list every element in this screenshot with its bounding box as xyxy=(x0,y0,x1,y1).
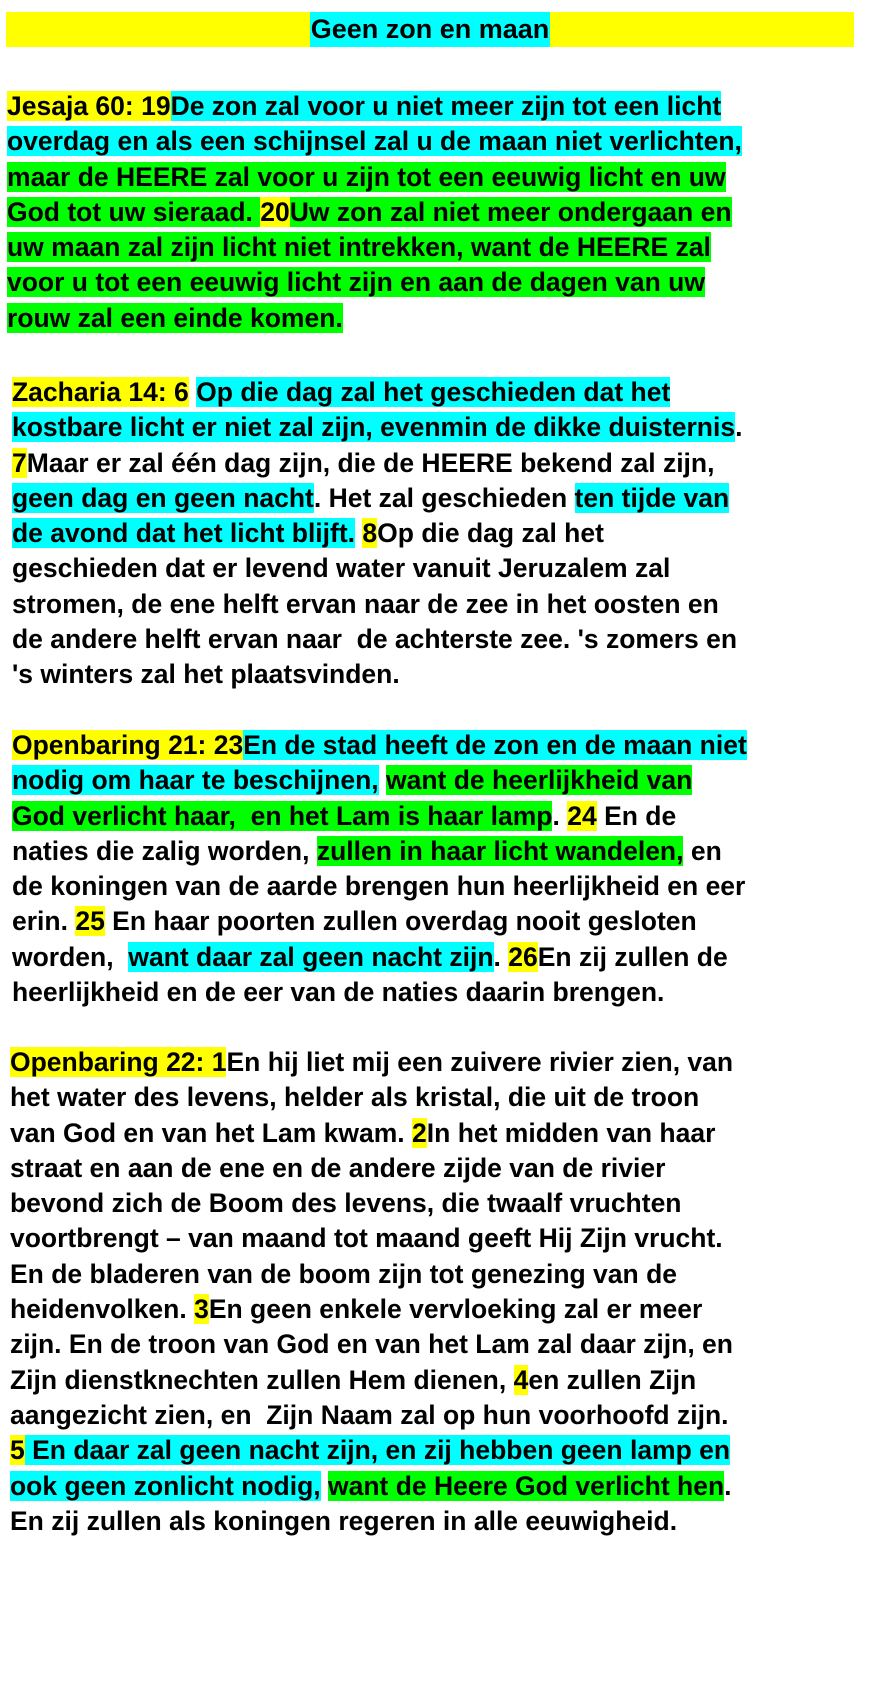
text-segment: voor u tot een eeuwig licht zijn en aan de dagen van uw xyxy=(7,267,705,298)
verse-reference: 5 xyxy=(10,1435,25,1466)
text-segment: . xyxy=(735,412,743,443)
text-segment: want de heerlijkheid van xyxy=(386,765,693,796)
text-line xyxy=(10,1433,733,1468)
verse-reference: 4 xyxy=(513,1364,529,1395)
text-segment: En haar poorten zullen overdag nooit gesloten xyxy=(104,906,697,937)
text-segment: rouw zal een einde komen. xyxy=(7,302,343,333)
text-line xyxy=(10,1398,733,1433)
text-line xyxy=(12,375,742,410)
text-line xyxy=(7,160,742,195)
text-segment: het water des levens, helder als kristal, die uit de troon xyxy=(10,1082,700,1113)
verse-reference: Openbaring 22: 1 xyxy=(10,1047,227,1077)
text-line xyxy=(12,904,747,939)
text-line xyxy=(12,516,742,551)
text-segment: zullen in haar licht wandelen, xyxy=(316,835,684,866)
text-line xyxy=(12,728,747,763)
text-segment xyxy=(321,1471,328,1501)
text-line xyxy=(7,89,742,124)
text-line xyxy=(12,410,742,445)
text-segment: overdag en als een schijnsel zal u de maan niet verlichten, xyxy=(7,126,742,157)
text-line xyxy=(12,799,747,834)
text-segment: erin. xyxy=(12,906,76,937)
text-segment: uw maan zal zijn licht niet intrekken, want de HEERE zal xyxy=(7,232,711,263)
text-line xyxy=(7,195,742,230)
verse-reference: 25 xyxy=(75,906,105,937)
text-segment: maar de HEERE zal voor u zijn tot een eeuwig licht en uw xyxy=(7,161,726,192)
text-line xyxy=(10,1116,733,1151)
text-segment: geen dag en geen nacht xyxy=(12,482,314,513)
text-segment: de koningen van de aarde brengen hun heerlijkheid en eer xyxy=(12,871,746,902)
text-segment: kostbare licht er niet zal zijn, evenmin de dikke duisternis xyxy=(12,412,736,443)
title-bar xyxy=(6,12,854,47)
text-line xyxy=(10,1504,733,1539)
text-segment: En hij liet mij een zuivere rivier zien, van xyxy=(226,1047,734,1077)
text-line xyxy=(12,622,742,657)
text-segment: bevond zich de Boom des levens, die twaalf vruchten xyxy=(10,1188,682,1219)
text-line xyxy=(10,1186,733,1221)
text-segment: en zullen Zijn xyxy=(528,1364,697,1395)
text-segment: heidenvolken. xyxy=(10,1294,195,1325)
verse-reference: 2 xyxy=(412,1117,427,1148)
verse-reference: Jesaja 60: 19 xyxy=(7,91,171,121)
text-segment: want de Heere God verlicht hen xyxy=(328,1470,725,1501)
text-segment: De zon zal voor u niet meer zijn tot een licht xyxy=(170,91,722,121)
text-segment: straat en aan de ene en de andere zijde van de rivier xyxy=(10,1152,666,1183)
text-line xyxy=(12,940,747,975)
text-segment: de andere helft ervan naar de achterste zee. 's zomers en xyxy=(12,624,738,655)
text-segment: 's winters zal het plaatsvinden. xyxy=(12,659,400,690)
text-segment: En zij zullen als koningen regeren in alle eeuwigheid. xyxy=(10,1505,678,1536)
text-segment: worden, xyxy=(12,941,129,972)
text-segment: En de bladeren van de boom zijn tot genezing van de xyxy=(10,1258,678,1289)
text-line xyxy=(7,230,742,265)
text-line xyxy=(10,1363,733,1398)
text-line xyxy=(10,1257,733,1292)
text-line xyxy=(12,481,742,516)
text-segment: ten tijde van xyxy=(574,482,730,513)
passage-openbaring-22 xyxy=(10,1045,733,1539)
text-line xyxy=(12,869,747,904)
text-segment: God tot uw sieraad. xyxy=(7,196,261,227)
text-line xyxy=(10,1327,733,1362)
text-line xyxy=(12,587,742,622)
text-segment: geschieden dat er levend water vanuit Jeruzalem zal xyxy=(12,553,671,584)
text-segment: Op die dag zal het geschieden dat het xyxy=(196,377,671,407)
text-segment: . xyxy=(493,941,509,972)
text-line xyxy=(10,1151,733,1186)
text-line xyxy=(10,1221,733,1256)
verse-reference: Openbaring 21: 23 xyxy=(12,730,244,760)
verse-reference: 7 xyxy=(12,447,27,478)
text-segment: . xyxy=(724,1470,732,1501)
text-segment: En daar zal geen nacht zijn, en zij hebben geen lamp en xyxy=(24,1435,731,1466)
text-segment: En de xyxy=(596,800,677,831)
text-segment: God verlicht haar, en het Lam is haar lamp xyxy=(12,800,553,831)
text-segment: voortbrengt – van maand tot maand geeft Hij Zijn vrucht. xyxy=(10,1223,723,1254)
text-segment: ook geen zonlicht nodig, xyxy=(10,1470,321,1501)
text-segment: heerlijkheid en de eer van de naties daarin brengen. xyxy=(12,977,665,1008)
passage-openbaring-21 xyxy=(12,728,747,1010)
text-segment: . Het zal geschieden xyxy=(313,482,575,513)
passage-zacharia-14 xyxy=(12,375,742,693)
text-line xyxy=(12,975,747,1010)
text-segment xyxy=(379,765,386,795)
text-line xyxy=(12,551,742,586)
verse-reference: 26 xyxy=(508,941,538,972)
text-segment: de avond dat het licht blijft. xyxy=(12,518,356,549)
verse-reference: 24 xyxy=(567,800,597,831)
verse-reference: 20 xyxy=(260,196,290,227)
text-line xyxy=(10,1080,733,1115)
text-segment: En de stad heeft de zon en de maan niet xyxy=(243,730,747,760)
text-line xyxy=(10,1292,733,1327)
text-segment: naties die zalig worden, xyxy=(12,835,317,866)
text-line xyxy=(7,124,742,159)
text-line xyxy=(7,301,742,336)
text-segment: stromen, de ene helft ervan naar de zee in het oosten en xyxy=(12,588,719,619)
text-segment: En geen enkele vervloeking zal er meer xyxy=(208,1294,703,1325)
text-line xyxy=(12,657,742,692)
verse-reference: 8 xyxy=(362,518,378,549)
page-title: Geen zon en maan xyxy=(310,12,551,47)
text-line xyxy=(10,1045,733,1080)
verse-reference: 3 xyxy=(194,1294,209,1325)
text-line xyxy=(7,265,742,300)
text-line xyxy=(10,1469,733,1504)
text-segment: aangezicht zien, en Zijn Naam zal op hun voorhoofd zijn. xyxy=(10,1399,729,1430)
verse-reference: Zacharia 14: 6 xyxy=(12,377,189,407)
text-segment: Zijn dienstknechten zullen Hem dienen, xyxy=(10,1364,514,1395)
passage-jesaja-60 xyxy=(7,89,742,336)
text-segment: nodig om haar te beschijnen, xyxy=(12,765,379,796)
text-segment: en xyxy=(683,835,722,866)
text-line xyxy=(12,446,742,481)
text-line xyxy=(12,834,747,869)
text-segment: Uw zon zal niet meer ondergaan en xyxy=(289,196,732,227)
text-segment: want daar zal geen nacht zijn xyxy=(128,941,494,972)
text-line xyxy=(12,763,747,798)
text-segment: Maar er zal één dag zijn, die de HEERE bekend zal zijn, xyxy=(26,447,715,478)
text-segment: Op die dag zal het xyxy=(377,518,604,549)
text-segment: zijn. En de troon van God en van het Lam zal daar zijn, en xyxy=(10,1329,733,1360)
text-segment: . xyxy=(552,800,568,831)
text-segment: van God en van het Lam kwam. xyxy=(10,1117,413,1148)
text-segment: In het midden van haar xyxy=(426,1117,716,1148)
text-segment: En zij zullen de xyxy=(537,941,728,972)
